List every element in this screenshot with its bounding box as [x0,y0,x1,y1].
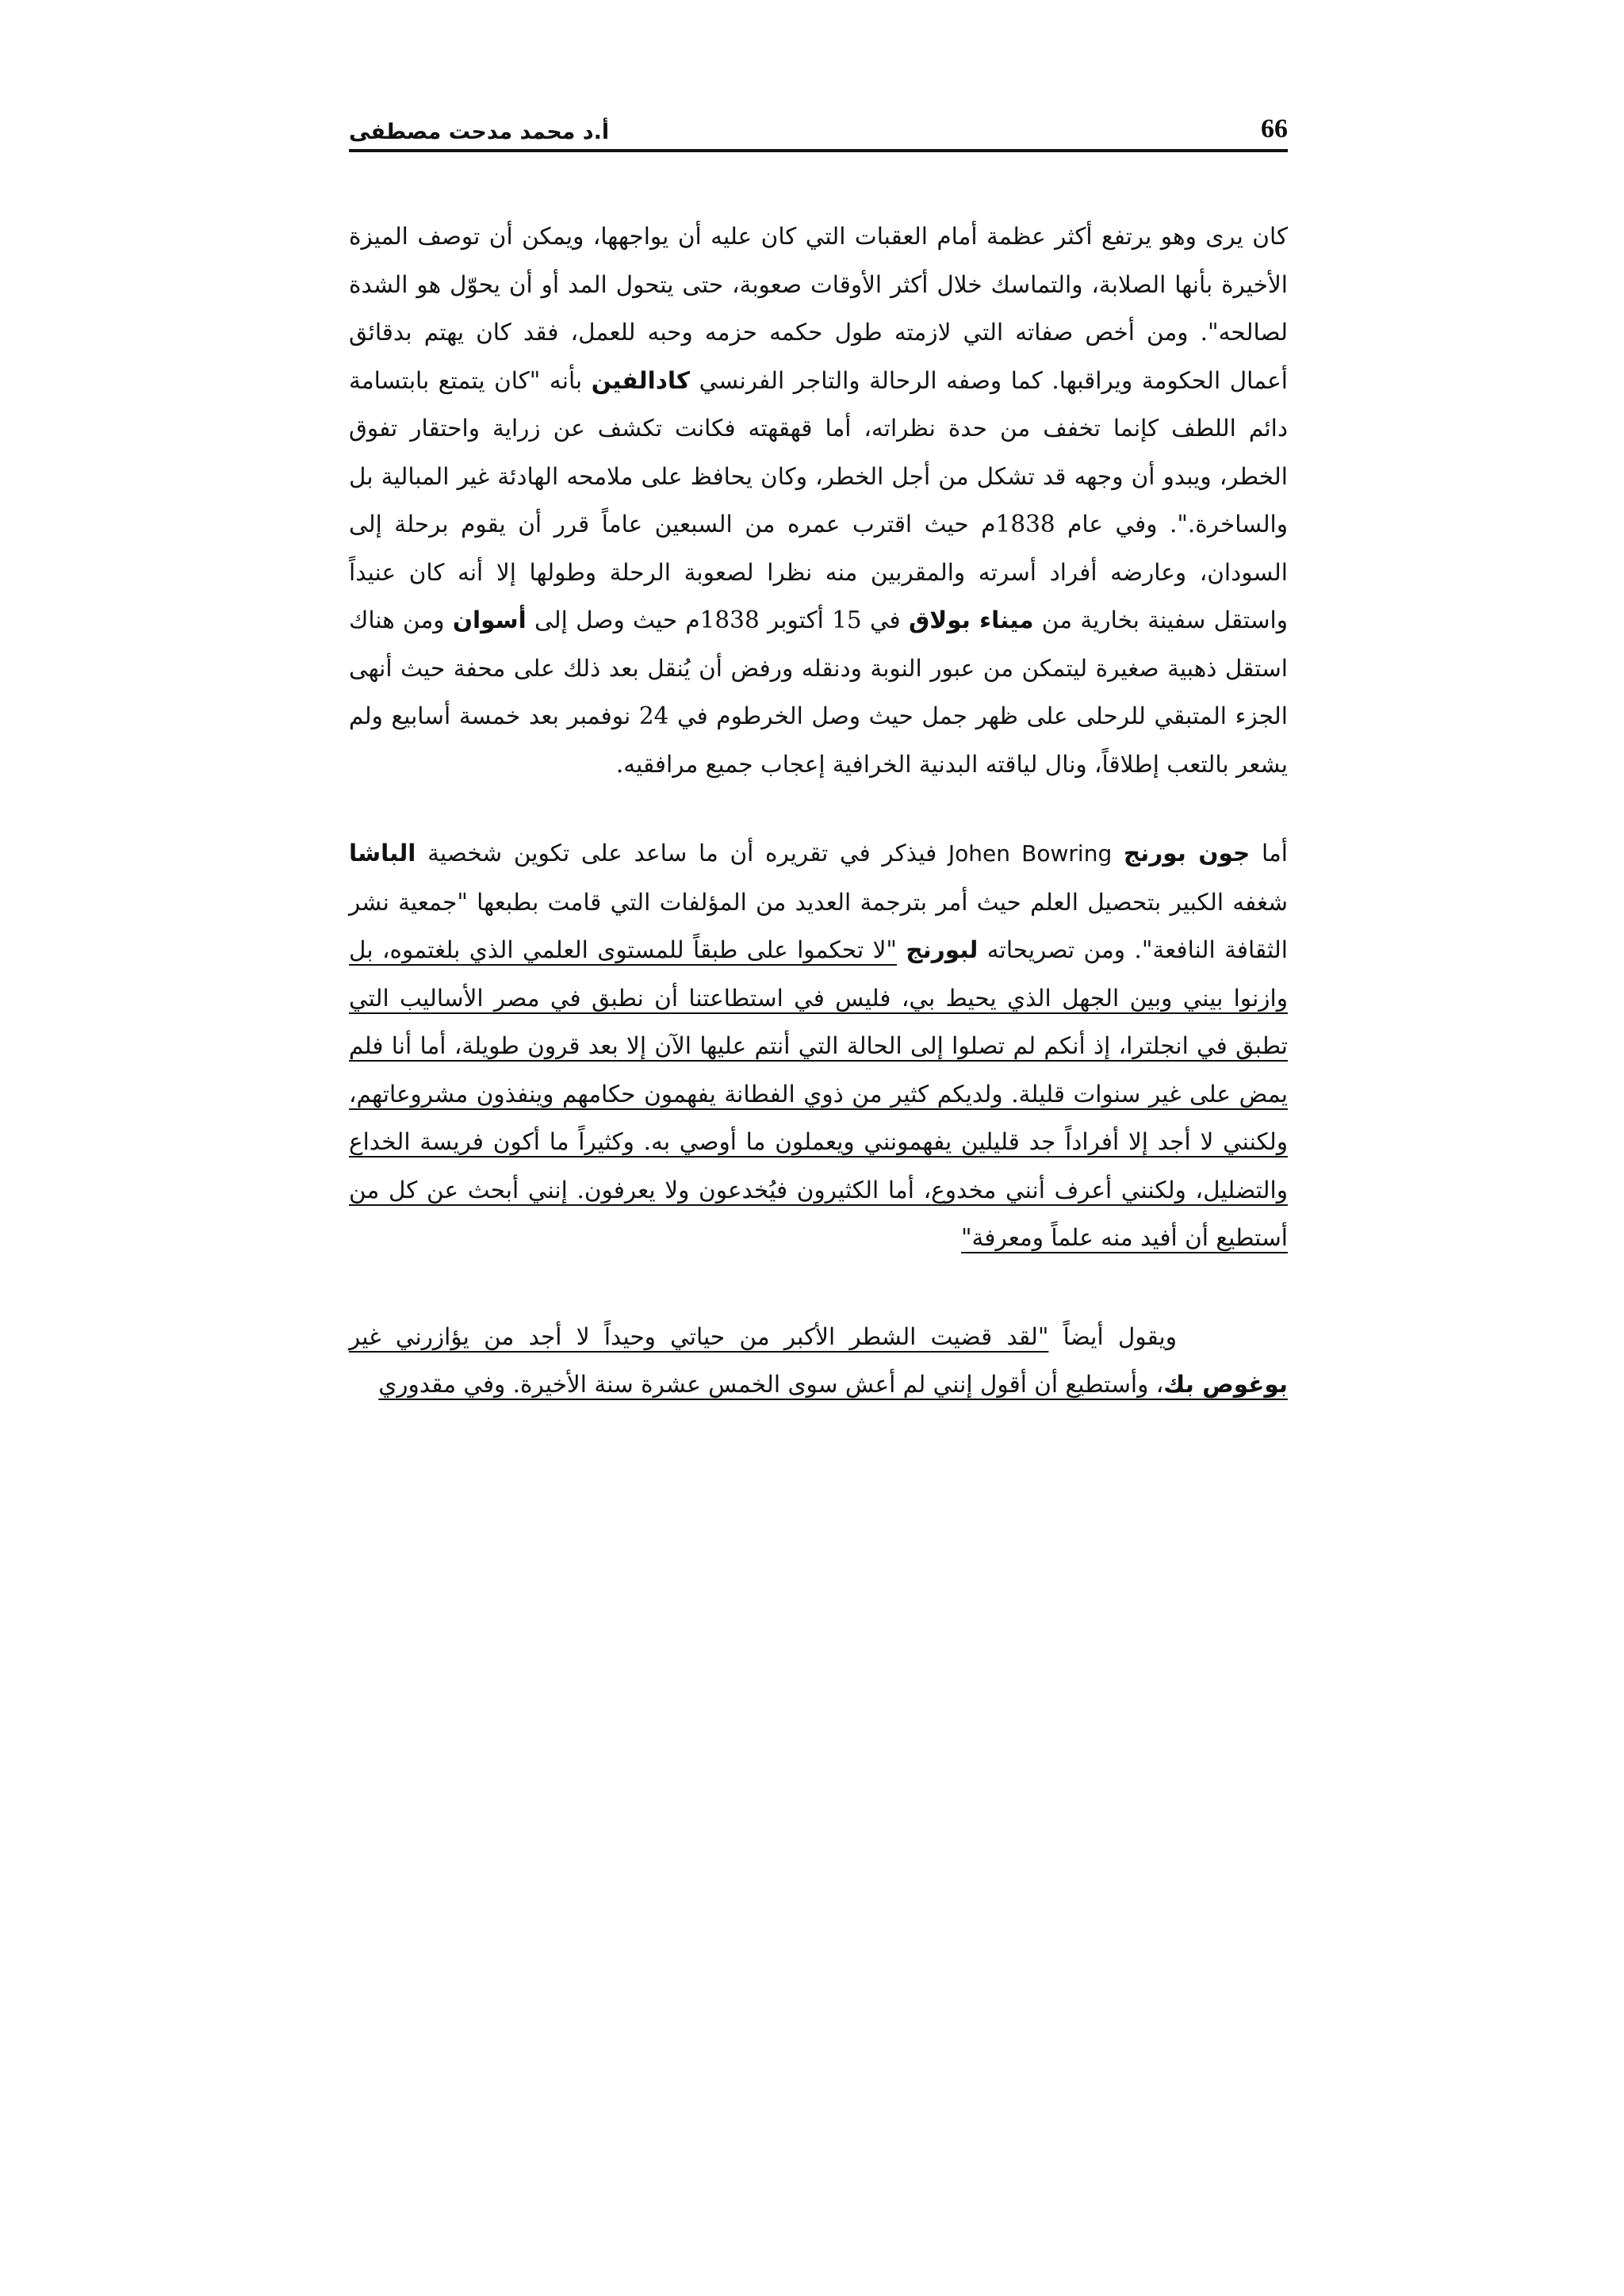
bold-name-kadalvin: كادالفين [591,366,691,394]
bold-place-aswan: أسوان [452,607,527,633]
underlined-quote-part-1: "لقد قضيت الشطر الأكبر من حياتي وحيداً لا أجد من يؤازرني غير [349,1322,1049,1350]
bold-title-pasha: الباشا [349,840,416,867]
paragraph-2-text-1: أما [1250,840,1288,867]
paragraph-1-text-4: ومن هناك استقل ذهبية صغيرة ليتمكن من عبور النوبة ودنقله ورفض أن يُنقل بعد ذلك على محفة حيث أنهى الجزء المتبقي للرحلى على ظهر جمل حيث وصل الخرطوم في 24 نوفمبر بعد خمسة أسابيع ولم يشعر بالتعب إطلاقاً، ونال لياقته البدنية الخرافية إعجاب جميع مرافقيه. [349,607,1288,778]
paragraph-1-text-3: في 15 أكتوبر 1838م حيث وصل إلى [526,607,909,633]
paragraph-2-text-2: فيذكر في تقريره أن ما ساعد على تكوين شخصية [416,840,948,867]
paragraph-1 [349,212,1288,788]
bold-name-lebowring: لبورنج [906,936,979,963]
page-number: 66 [1261,114,1288,144]
paragraph-1-text-1: كان يرى وهو يرتفع أكثر عظمة أمام العقبات التي كان عليه أن يواجهها، ويمكن أن توصف الميزة الأخيرة بأنها الصلابة، والتماسك خلال أكثر الأوقات صعوبة، حتى يتحول المد أو أن يحوّل هو الشدة لصالحه". ومن أخص صفاته التي لازمته طول حكمه حزمه وحبه للعمل، فقد كان يهتم بدقائق أعمال الحكومة ويراقبها. كما وصفه الرحالة والتاجر الفرنسي [349,223,1288,394]
underlined-quote-part-2: ، وأستطيع أن أقول إنني لم أعش سوى الخمس عشرة سنة الأخيرة. وفي مقدوري [378,1371,1164,1398]
paragraph-3-text-1: ويقول أيضاً [1048,1322,1177,1350]
paragraph-2 [349,829,1288,1262]
latin-name-bowring: Johen Bowring [948,840,1113,867]
underlined-quote: "لا تحكموا على طبقاً للمستوى العلمي الذي بلغتموه، بل وازنوا بيني وبين الجهل الذي يحيط بي، فليس في استطاعتنا أن نطبق في مصر الأساليب التي تطبق في انجلترا، إذ أنكم لم تصلوا إلى الحالة التي أنتم عليها الآن إلا بعد قرون طويلة، أما أنا فلم يمض على غير سنوات قليلة. ولديكم كثير من ذوي الفطانة يفهمون حكامهم وينفذون مشروعاتهم، ولكنني لا أجد إلا أفراداً جد قليلين يفهمونني ويعملون ما أوصي به. وكثيراً ما أكون فريسة الخداع والتضليل، ولكنني أعرف أنني مخدوع، أما الكثيرون فيُخدعون ولا يعرفون. إنني أبحث عن كل من أستطيع أن أفيد منه علماً ومعرفة" [349,936,1288,1251]
bold-name-boghos-bey: بوغوص بك [1163,1371,1288,1398]
page-header [349,95,1288,152]
paragraph-3 [349,1313,1288,1409]
bold-name-bowring: جون بورنج [1123,840,1251,867]
author-name: أ.د محمد مدحت مصطفى [349,120,610,144]
paragraph-2-text-3: شغفه الكبير بتحصيل العلم حيث أمر بترجمة العديد من المؤلفات التي قامت بطبعها "جمعية نشر الثقافة النافعة". ومن تصريحاته [349,888,1288,963]
paragraph-1-text-2: بأنه "كان يتمتع بابتسامة دائم اللطف كإنما تخفف من حدة نظراته، أما قهقهته فكانت تكشف عن زراية واحتقار تفوق الخطر، ويبدو أن وجهه قد تشكل من أجل الخطر، وكان يحافظ على ملامحه الهادئة غير المبالية بل والساخرة.". وفي عام 1838م حيث اقترب عمره من السبعين عاماً قرر أن يقوم برحلة إلى السودان، وعارضه أفراد أسرته والمقربين منه نظرا لصعوبة الرحلة وطولها إلا أنه كان عنيداً واستقل سفينة بخارية من [349,366,1288,633]
bold-place-bulaq: ميناء بولاق [908,607,1034,633]
body-text [349,212,1288,1409]
